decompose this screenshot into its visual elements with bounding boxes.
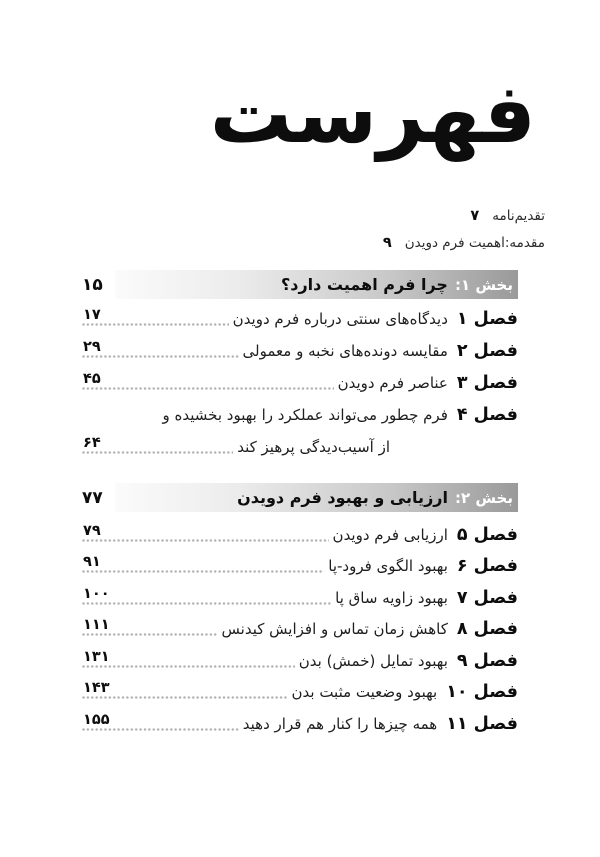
- front-matter-row-dedication: [383, 202, 545, 229]
- section-1-bar: [115, 270, 518, 299]
- chapter-label: فصل ۹: [456, 650, 518, 671]
- chapter-page-number: ۶۴: [83, 435, 101, 451]
- section-2-page-number: ۷۷: [82, 487, 103, 508]
- chapter-page-number: ۱۳۱: [83, 648, 110, 665]
- chapter-label: فصل ۳: [456, 373, 518, 393]
- chapter-page-number: ۱۷: [83, 307, 101, 323]
- chapter-label: فصل ۷: [456, 587, 518, 608]
- chapter-label: فصل ۸: [456, 619, 518, 639]
- dot-leader: [82, 323, 229, 326]
- chapter-row-11: [82, 703, 518, 735]
- chapter-page-number: ۲۹: [83, 339, 101, 355]
- dot-leader: [82, 602, 331, 605]
- part-1-label: بخش ۱:: [454, 275, 513, 294]
- chapter-title: بهبود الگوی فرود-پا: [328, 557, 448, 575]
- dot-leader: [82, 665, 295, 668]
- front-matter-row-introduction: [383, 229, 545, 256]
- part-2-label: بخش ۲:: [454, 488, 513, 507]
- chapter-label: فصل ۵: [456, 524, 518, 545]
- chapter-title: بهبود وضعیت مثبت بدن: [291, 683, 438, 701]
- chapter-label: فصل ۲: [456, 341, 518, 361]
- chapter-row-4-line-1: [82, 394, 518, 426]
- dot-leader: [82, 633, 218, 636]
- chapter-page-number: ۹۱: [83, 554, 101, 570]
- chapter-title: فرم چطور می‌تواند عملکرد را بهبود بخشیده و: [162, 406, 448, 424]
- chapter-page-number: ۱۵۵: [83, 711, 110, 728]
- page-title: فهرست: [209, 67, 536, 162]
- section-1-header: [82, 270, 518, 299]
- chapter-label: فصل ۴: [456, 405, 518, 425]
- section-1-title: چرا فرم اهمیت دارد؟: [280, 275, 448, 294]
- chapter-row-3: [82, 362, 518, 394]
- chapter-title-continued: از آسیب‌دیدگی پرهیز کند: [237, 438, 390, 456]
- dot-leader: [82, 570, 324, 573]
- dot-leader: [82, 539, 329, 542]
- section-1-chapter-list: [82, 298, 518, 458]
- chapter-row-9: [82, 640, 518, 672]
- section-2-title: ارزیابی و بهبود فرم دویدن: [237, 488, 448, 507]
- chapter-row-7: [82, 577, 518, 609]
- dot-leader: [82, 387, 334, 390]
- chapter-title: عناصر فرم دویدن: [337, 374, 448, 392]
- front-matter: [383, 202, 545, 256]
- section-2-bar: [115, 483, 518, 512]
- chapter-title: همه چیزها را کنار هم قرار دهید: [242, 714, 438, 733]
- chapter-page-number: ۴۵: [83, 371, 101, 387]
- chapter-title: کاهش زمان تماس و افزایش کیدنس: [221, 620, 448, 638]
- chapter-row-5: [82, 514, 518, 546]
- front-matter-label: مقدمه:اهمیت فرم دویدن: [404, 234, 545, 251]
- chapter-row-4-line-2: [82, 426, 518, 458]
- section-2-chapter-list: [82, 514, 518, 735]
- chapter-label: فصل ۱۱: [446, 713, 518, 734]
- dot-leader: [82, 355, 239, 358]
- front-matter-page-number: ۹: [382, 234, 392, 251]
- chapter-row-1: [82, 298, 518, 330]
- dot-leader: [82, 696, 288, 699]
- section-1-page-number: ۱۵: [82, 274, 103, 295]
- chapter-page-number: ۱۱۱: [83, 617, 110, 633]
- dot-leader: [82, 728, 239, 731]
- chapter-title: بهبود زاویه ساق پا: [335, 588, 448, 607]
- chapter-page-number: ۱۰۰: [83, 585, 110, 602]
- chapter-label: فصل ۶: [456, 556, 518, 576]
- chapter-page-number: ۷۹: [83, 522, 101, 539]
- dot-leader: [82, 451, 233, 454]
- chapter-page-number: ۱۴۳: [83, 680, 110, 696]
- front-matter-page-number: ۷: [470, 207, 480, 224]
- chapter-title: ارزیابی فرم دویدن: [332, 525, 448, 544]
- chapter-row-8: [82, 609, 518, 641]
- chapter-row-10: [82, 672, 518, 704]
- chapter-label: فصل ۱۰: [446, 682, 518, 702]
- chapter-label: فصل ۱: [456, 309, 518, 329]
- section-2-header: [82, 483, 518, 512]
- chapter-row-2: [82, 330, 518, 362]
- chapter-row-6: [82, 546, 518, 578]
- chapter-title: بهبود تمایل (خمش) بدن: [298, 651, 448, 670]
- front-matter-label: تقدیم‌نامه: [492, 207, 545, 224]
- chapter-title: دیدگاه‌های سنتی درباره فرم دویدن: [232, 310, 448, 328]
- chapter-title: مقایسه دونده‌های نخبه و معمولی: [242, 342, 448, 360]
